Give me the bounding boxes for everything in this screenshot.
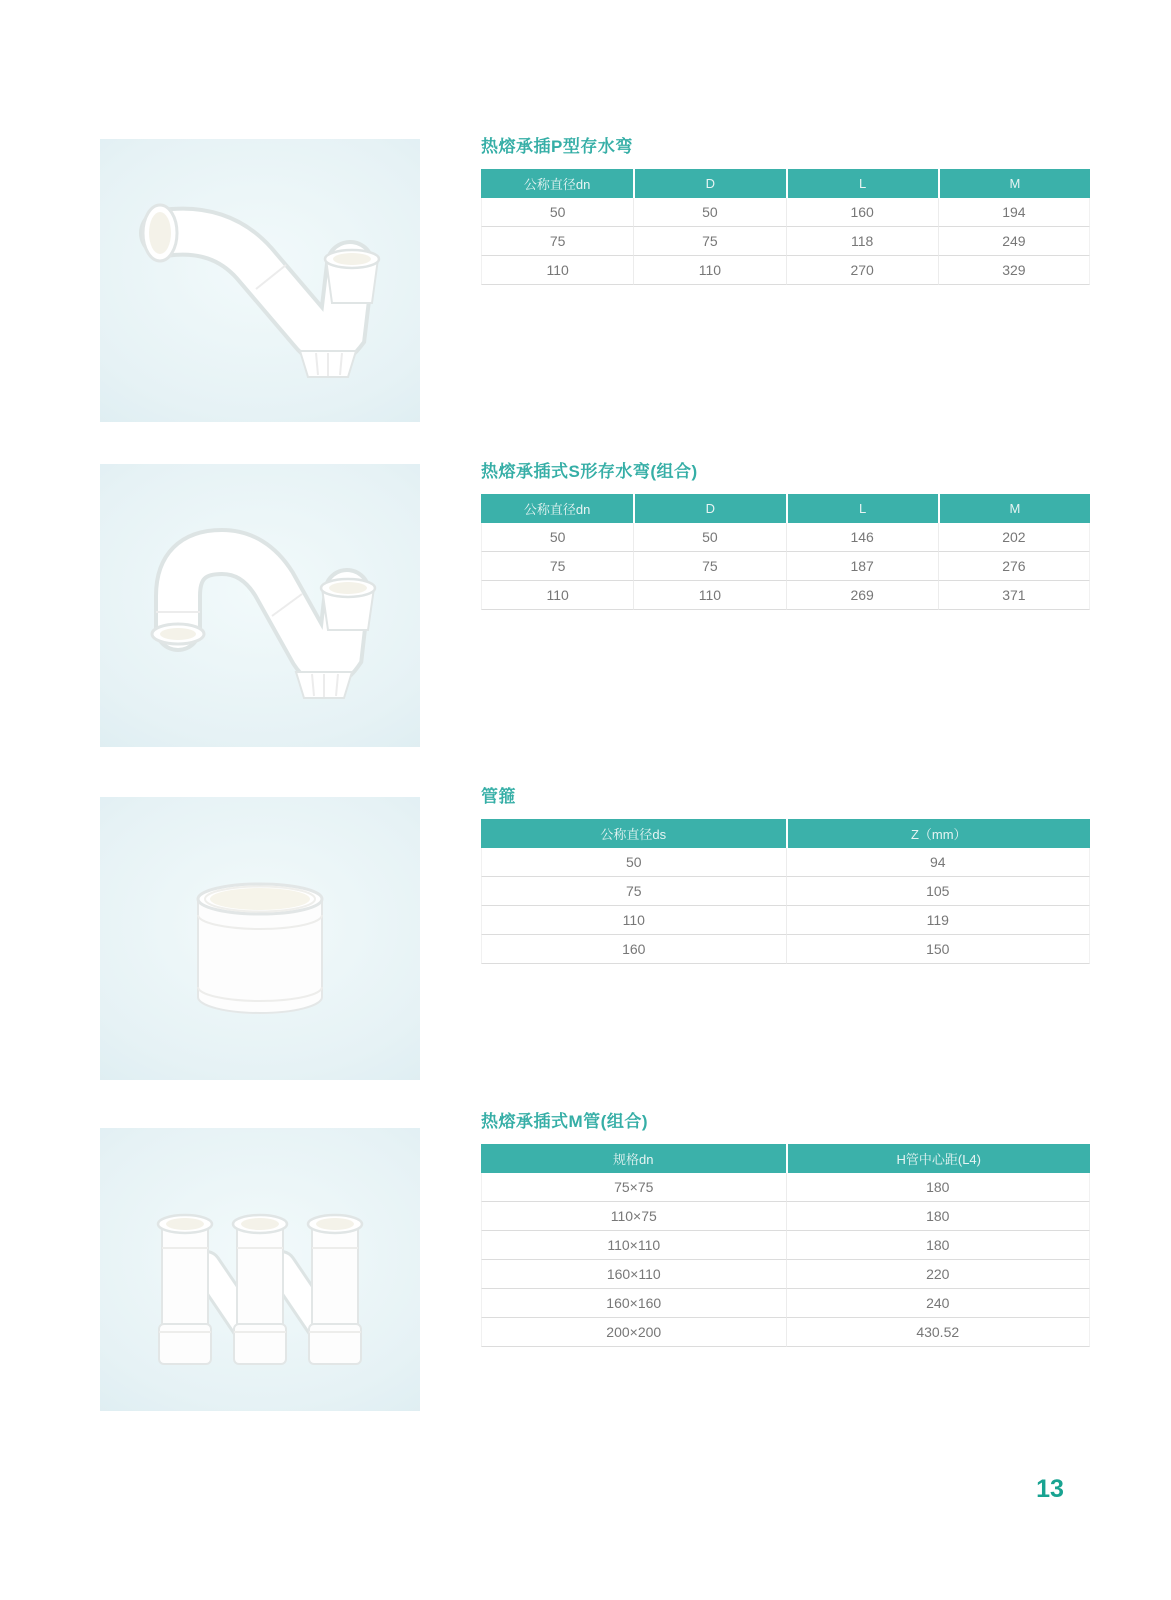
table-row <box>481 877 1090 906</box>
s-trap-image <box>100 464 420 747</box>
section-content <box>481 461 1090 610</box>
table-row <box>481 256 1090 285</box>
table-cell: 105 <box>786 877 1091 906</box>
table-cell: 50 <box>481 523 633 552</box>
coupling-image <box>100 797 420 1080</box>
table-cell: 180 <box>786 1202 1091 1231</box>
table-cell: 110 <box>481 256 633 285</box>
table-row <box>481 198 1090 227</box>
section-title: 热熔承插式S形存水弯(组合) <box>481 462 698 481</box>
section-title: 热熔承插P型存水弯 <box>481 137 633 156</box>
column-header: H管中心距(L4) <box>786 1144 1091 1173</box>
table-cell: 276 <box>938 552 1090 581</box>
header-row <box>481 1144 1090 1173</box>
table-row <box>481 935 1090 964</box>
table-cell: 150 <box>786 935 1091 964</box>
m-pipe-combo-image <box>100 1128 420 1411</box>
table-row <box>481 523 1090 552</box>
table-row <box>481 1318 1090 1347</box>
table-cell: 200×200 <box>481 1318 786 1347</box>
table-cell: 220 <box>786 1260 1091 1289</box>
table-cell: 249 <box>938 227 1090 256</box>
section-content <box>481 136 1090 285</box>
table-cell: 187 <box>786 552 938 581</box>
table-cell: 50 <box>633 523 785 552</box>
table-cell: 75 <box>481 227 633 256</box>
table-cell: 180 <box>786 1173 1091 1202</box>
table-row <box>481 1289 1090 1318</box>
header-row <box>481 819 1090 848</box>
spec-table <box>481 819 1090 964</box>
table-cell: 110×110 <box>481 1231 786 1260</box>
table-cell: 50 <box>481 198 633 227</box>
column-header: L <box>786 169 938 198</box>
table-row <box>481 1202 1090 1231</box>
section-title: 管箍 <box>481 787 516 806</box>
table-cell: 202 <box>938 523 1090 552</box>
section-content <box>481 1111 1090 1347</box>
table-cell: 50 <box>481 848 786 877</box>
page-number: 13 <box>1036 1475 1064 1503</box>
coupling-illustration <box>100 797 420 1080</box>
table-cell: 270 <box>786 256 938 285</box>
section-content <box>481 786 1090 964</box>
table-cell: 119 <box>786 906 1091 935</box>
table-cell: 160 <box>481 935 786 964</box>
table-cell: 160×110 <box>481 1260 786 1289</box>
table-row <box>481 581 1090 610</box>
table-cell: 329 <box>938 256 1090 285</box>
table-cell: 110 <box>481 581 633 610</box>
table-cell: 75 <box>481 552 633 581</box>
table-cell: 160 <box>786 198 938 227</box>
table-cell: 75×75 <box>481 1173 786 1202</box>
table-row <box>481 552 1090 581</box>
table-row <box>481 1173 1090 1202</box>
table-cell: 371 <box>938 581 1090 610</box>
table-cell: 110×75 <box>481 1202 786 1231</box>
table-row <box>481 227 1090 256</box>
table-row <box>481 1231 1090 1260</box>
p-trap-illustration <box>100 139 420 422</box>
table-cell: 160×160 <box>481 1289 786 1318</box>
table-cell: 94 <box>786 848 1091 877</box>
spec-table <box>481 169 1090 285</box>
table-cell: 75 <box>633 227 785 256</box>
table-row <box>481 848 1090 877</box>
table-cell: 75 <box>481 877 786 906</box>
column-header: 公称直径ds <box>481 819 786 848</box>
column-header: 公称直径dn <box>481 169 633 198</box>
section-title: 热熔承插式M管(组合) <box>481 1112 648 1131</box>
header-row <box>481 494 1090 523</box>
spec-table <box>481 1144 1090 1347</box>
table-cell: 75 <box>633 552 785 581</box>
column-header: D <box>633 169 785 198</box>
table-cell: 110 <box>633 256 785 285</box>
table-cell: 110 <box>481 906 786 935</box>
table-row <box>481 1260 1090 1289</box>
table-cell: 430.52 <box>786 1318 1091 1347</box>
header-row <box>481 169 1090 198</box>
p-trap-image <box>100 139 420 422</box>
table-cell: 269 <box>786 581 938 610</box>
column-header: Z（mm） <box>786 819 1091 848</box>
table-cell: 118 <box>786 227 938 256</box>
table-cell: 50 <box>633 198 785 227</box>
table-cell: 110 <box>633 581 785 610</box>
table-cell: 194 <box>938 198 1090 227</box>
column-header: D <box>633 494 785 523</box>
m-pipe-combo-illustration <box>100 1128 420 1411</box>
table-cell: 240 <box>786 1289 1091 1318</box>
table-row <box>481 906 1090 935</box>
column-header: M <box>938 494 1090 523</box>
column-header: L <box>786 494 938 523</box>
spec-table <box>481 494 1090 610</box>
column-header: 公称直径dn <box>481 494 633 523</box>
table-cell: 180 <box>786 1231 1091 1260</box>
s-trap-illustration <box>100 464 420 747</box>
column-header: 规格dn <box>481 1144 786 1173</box>
table-cell: 146 <box>786 523 938 552</box>
column-header: M <box>938 169 1090 198</box>
